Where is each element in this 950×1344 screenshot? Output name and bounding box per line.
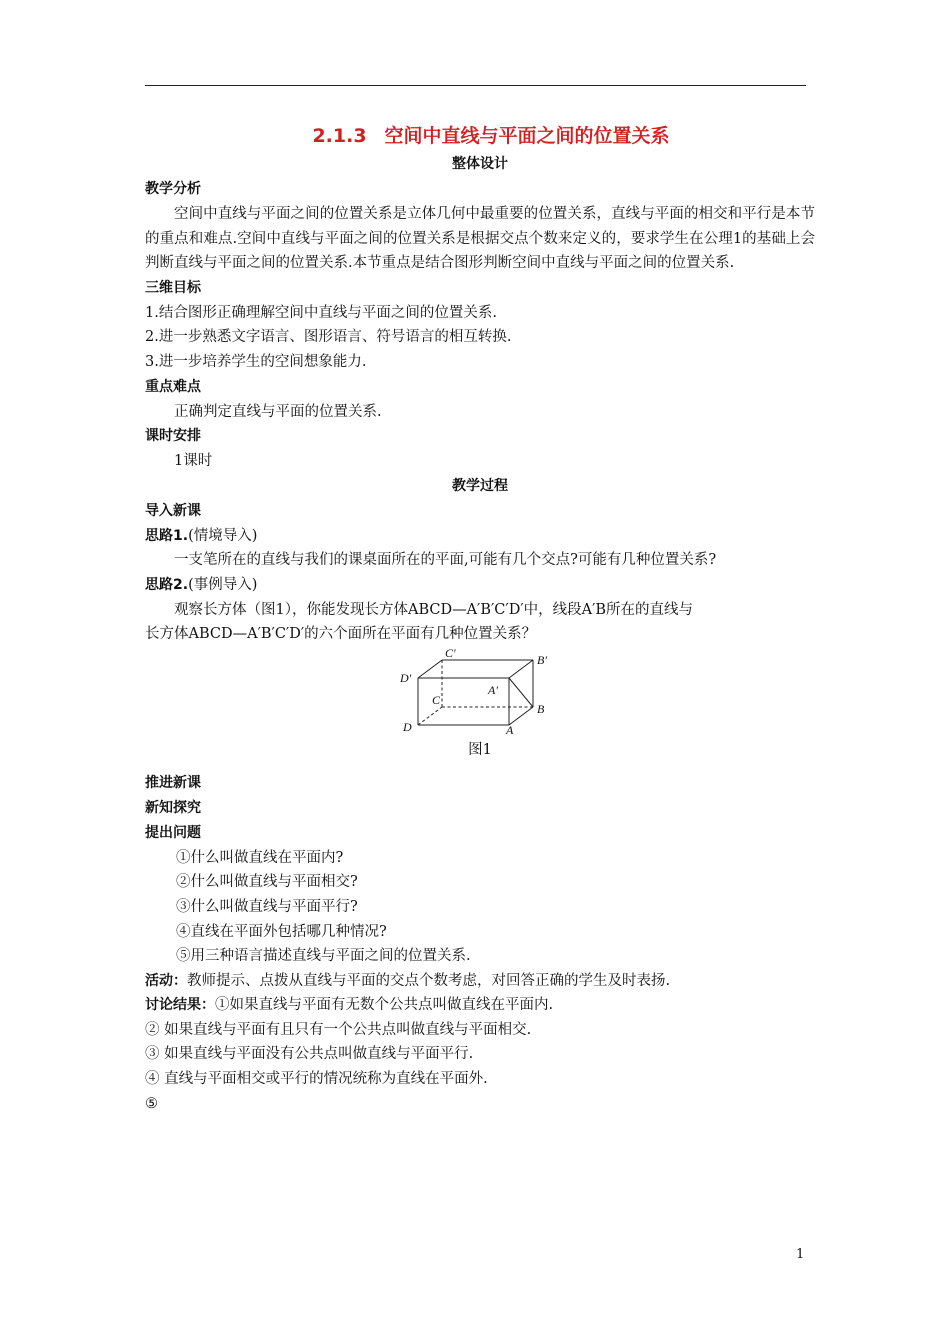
figure-caption: 图1 [468, 741, 492, 758]
keypoints-heading: 重点难点 [145, 378, 201, 395]
intro-heading: 导入新课 [145, 502, 201, 519]
subtitle: 整体设计 [452, 156, 508, 172]
label-a-prime: A′ [488, 682, 498, 697]
idea2-text-line2: 长方体ABCD—A′B′C′D′的六个面所在平面有几种位置关系？ [145, 626, 537, 643]
keypoints-text: 正确判定直线与平面的位置关系. [174, 403, 382, 420]
explore-heading: 新知探究 [145, 799, 201, 816]
section-title: 空间中直线与平面之间的位置关系 [384, 125, 670, 147]
result-item: ② 如果直线与平面有且只有一个公共点叫做直线与平面相交. [145, 1021, 532, 1038]
label-d-prime: D′ [400, 670, 412, 685]
goal-item: 1.结合图形正确理解空间中直线与平面之间的位置关系. [145, 304, 497, 321]
label-b: B [537, 701, 545, 716]
idea2-line [145, 573, 815, 598]
result-item: ⑤ [145, 1095, 158, 1112]
question-item: ②什么叫做直线与平面相交? [176, 874, 358, 891]
question-item: ④直线在平面外包括哪几种情况? [176, 923, 387, 940]
goal-item: 3.进一步培养学生的空间想象能力. [145, 353, 367, 370]
idea1-label: 思路1. [145, 527, 189, 544]
question-item: ③什么叫做直线与平面平行? [176, 898, 358, 915]
edge-d1-c1 [418, 660, 442, 678]
label-b-prime: B′ [537, 652, 547, 667]
label-a: A [506, 722, 514, 735]
question-heading: 提出问题 [145, 824, 201, 841]
result-first: ①如果直线与平面有无数个公共点叫做直线在平面内. [215, 997, 554, 1014]
goal-item: 2.进一步熟悉文字语言、图形语言、符号语言的相互转换. [145, 329, 512, 346]
activity-line [145, 969, 815, 994]
hidden-edge-d-c [418, 707, 442, 725]
segment-a1-b [509, 678, 533, 707]
result-item: ③ 如果直线与平面没有公共点叫做直线与平面平行. [145, 1046, 474, 1063]
goals-heading: 三维目标 [145, 279, 201, 296]
edge-a1-b1 [509, 660, 533, 678]
idea1-text: 一支笔所在的直线与我们的课桌面所在的平面,可能有几个交点?可能有几种位置关系? [174, 552, 717, 569]
document-title [167, 120, 815, 152]
label-c: C [432, 692, 441, 707]
advance-heading: 推进新课 [145, 774, 201, 791]
header-rule [145, 85, 806, 86]
process-heading: 教学过程 [452, 477, 508, 494]
activity-label: 活动： [145, 972, 187, 989]
idea1-line [145, 524, 815, 549]
section-number: 2.1.3 [312, 125, 367, 147]
analysis-text: 空间中直线与平面之间的位置关系是立体几何中最重要的位置关系，直线与平面的相交和平行是本节的重点和难点.空间中直线与平面之间的位置关系是根据交点个数来定义的，要求学生在公理1的基础上会判断直线与平面之间的位置关系.本节重点是结合图形判断空间中直线与平面之间的位置关系. [145, 206, 815, 272]
idea2-label: 思路2. [145, 576, 189, 593]
question-item: ⑤用三种语言描述直线与平面之间的位置关系. [176, 948, 471, 965]
cuboid-diagram [398, 647, 548, 735]
analysis-heading: 教学分析 [145, 181, 201, 197]
result-line [145, 993, 815, 1018]
idea2-text-line1: 观察长方体（图1），你能发现长方体ABCD—A′B′C′D′中，线段A′B所在的直线与 [174, 601, 694, 618]
label-c-prime: C′ [445, 646, 456, 660]
result-item: ④ 直线与平面相交或平行的情况统称为直线在平面外. [145, 1071, 488, 1088]
schedule-text: 1课时 [174, 453, 213, 470]
activity-text: 教师提示、点拨从直线与平面的交点个数考虑，对回答正确的学生及时表扬. [187, 972, 671, 989]
idea1-note: (情境导入) [188, 527, 258, 544]
cuboid-figure [145, 647, 815, 735]
document-body [145, 120, 815, 1116]
label-d: D [403, 719, 412, 734]
question-item: ①什么叫做直线在平面内? [176, 849, 344, 866]
idea2-note: (事例导入) [188, 576, 258, 593]
schedule-heading: 课时安排 [145, 428, 201, 445]
page-number: 1 [796, 1247, 805, 1262]
result-label: 讨论结果： [145, 997, 215, 1014]
